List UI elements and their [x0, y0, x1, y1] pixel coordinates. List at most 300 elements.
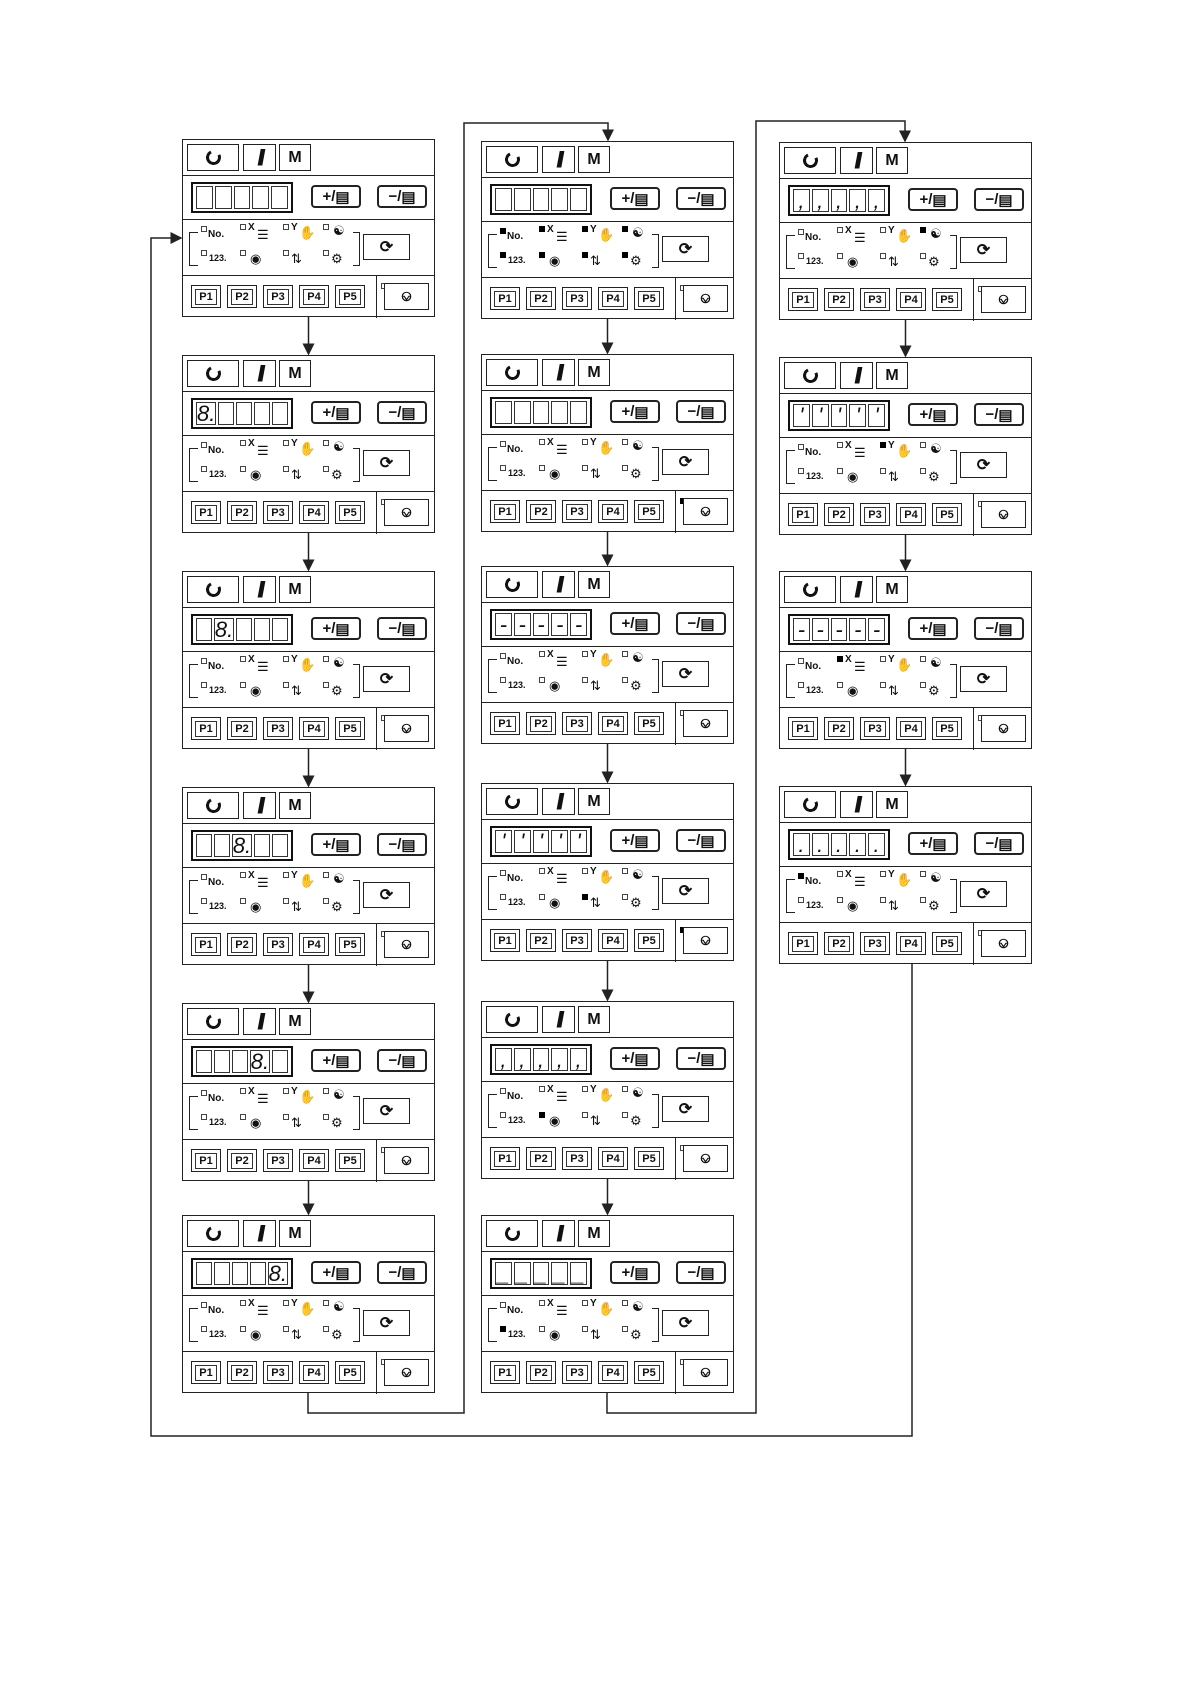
thread-lamp: [323, 656, 329, 662]
p2-button[interactable]: [526, 1147, 556, 1170]
p1-button[interactable]: [191, 285, 221, 308]
panel-top-row: [482, 1216, 733, 1252]
reset-button[interactable]: [187, 576, 239, 603]
display-digit: [533, 188, 550, 211]
p5-button[interactable]: [634, 929, 664, 952]
p2-button[interactable]: [526, 287, 556, 310]
y-label: Y: [888, 869, 895, 880]
mode-button[interactable]: [578, 146, 610, 173]
plus-button[interactable]: [311, 185, 361, 208]
panel-display-row: [482, 178, 733, 222]
p4-button[interactable]: [299, 1149, 329, 1172]
cycle-button[interactable]: [363, 234, 410, 260]
p3-button[interactable]: [263, 1149, 293, 1172]
clear-button[interactable]: [840, 362, 873, 389]
control-panel-p2: [182, 355, 435, 533]
no-label: No.: [507, 873, 524, 884]
double-slash-icon: //: [257, 360, 262, 386]
p3-button[interactable]: [263, 933, 293, 956]
presser-feed-button[interactable]: [384, 499, 429, 526]
bracket-left: [488, 1308, 497, 1342]
clear-button[interactable]: [243, 576, 276, 603]
p5-button[interactable]: [335, 1149, 365, 1172]
p5-button[interactable]: [634, 1147, 664, 1170]
presser-lamp: [323, 682, 329, 688]
minus-button[interactable]: [676, 1261, 726, 1284]
clear-button[interactable]: [840, 576, 873, 603]
feed-lamp: [582, 677, 588, 683]
reset-button[interactable]: [486, 359, 538, 386]
p1-button[interactable]: [788, 503, 818, 526]
p1-button[interactable]: [788, 288, 818, 311]
plus-button[interactable]: [610, 612, 660, 635]
mode-button[interactable]: [876, 576, 908, 603]
thread-lamp: [920, 227, 926, 233]
no-label: No.: [805, 447, 822, 458]
minus-button[interactable]: [974, 832, 1024, 855]
presser-feed-icon: ⎉: [699, 932, 712, 949]
reset-button[interactable]: [784, 576, 836, 603]
seven-segment-display: [191, 1046, 293, 1077]
pattern-divider: [973, 923, 974, 965]
seven-segment-display: [490, 1258, 592, 1289]
presser-feed-icon: ⎉: [400, 1152, 413, 1169]
p4-button[interactable]: [299, 501, 329, 524]
cycle-button[interactable]: [960, 237, 1007, 263]
mode-button[interactable]: [876, 362, 908, 389]
p3-button[interactable]: [562, 1147, 592, 1170]
y-label: Y: [590, 1084, 597, 1095]
stitch-count-label: 123.: [209, 685, 227, 695]
panel-pattern-row: [183, 492, 434, 534]
mode-button[interactable]: [578, 1220, 610, 1247]
presser-feed-button[interactable]: [981, 715, 1026, 742]
presser-feed-button[interactable]: [683, 927, 728, 954]
panel-param-row: [482, 1082, 733, 1138]
bracket-left: [488, 659, 497, 693]
p4-button[interactable]: [299, 285, 329, 308]
feed-lamp: [582, 465, 588, 471]
p2-button[interactable]: [824, 717, 854, 740]
bracket-right: [950, 450, 957, 484]
clear-button[interactable]: [542, 359, 575, 386]
plus-button[interactable]: [311, 401, 361, 424]
presser-feed-button[interactable]: [981, 930, 1026, 957]
p5-button[interactable]: [335, 933, 365, 956]
reset-button[interactable]: [486, 1220, 538, 1247]
p3-button[interactable]: [562, 287, 592, 310]
p-label: P1: [195, 505, 216, 521]
thread-lamp: [622, 1086, 628, 1092]
p5-button[interactable]: [335, 501, 365, 524]
no-lamp: [201, 1090, 207, 1096]
p4-button[interactable]: [598, 1361, 628, 1384]
clear-button[interactable]: [542, 1220, 575, 1247]
panel-pattern-row: [183, 1352, 434, 1394]
edit-icon: ▤: [335, 836, 350, 854]
p4-button[interactable]: [598, 500, 628, 523]
reset-button[interactable]: [486, 788, 538, 815]
cycle-button[interactable]: [662, 661, 709, 687]
p3-button[interactable]: [562, 929, 592, 952]
p5-button[interactable]: [932, 288, 962, 311]
presser-feed-button[interactable]: [683, 285, 728, 312]
minus-button[interactable]: [676, 400, 726, 423]
p3-button[interactable]: [860, 503, 890, 526]
control-panel-p6: [182, 1215, 435, 1393]
p2-button[interactable]: [526, 500, 556, 523]
p2-button[interactable]: [227, 1149, 257, 1172]
y-lamp: [880, 871, 886, 877]
control-panel-p9: [481, 566, 734, 744]
reset-button[interactable]: [486, 1006, 538, 1033]
p2-button[interactable]: [526, 929, 556, 952]
minus-button[interactable]: [676, 187, 726, 210]
pattern-divider: [675, 1138, 676, 1180]
presser-feed-button[interactable]: [384, 1147, 429, 1174]
seven-segment-display: [191, 830, 293, 861]
minus-label: −/: [388, 188, 402, 205]
no-lamp: [500, 1302, 506, 1308]
reset-button[interactable]: [187, 1008, 239, 1035]
mode-button[interactable]: [578, 571, 610, 598]
reset-button[interactable]: [784, 147, 836, 174]
p5-button[interactable]: [932, 717, 962, 740]
p5-button[interactable]: [335, 285, 365, 308]
mode-button[interactable]: [876, 791, 908, 818]
stitch-count-lamp: [201, 898, 207, 904]
p-label: P1: [792, 292, 813, 308]
panel-pattern-row: [482, 491, 733, 533]
p1-button[interactable]: [191, 717, 221, 740]
p2-button[interactable]: [227, 285, 257, 308]
stitch-count-lamp: [798, 468, 804, 474]
cycle-button[interactable]: [960, 881, 1007, 907]
mode-button[interactable]: [578, 359, 610, 386]
cycle-button[interactable]: [363, 666, 410, 692]
cycle-arrow-icon: ⟳: [678, 454, 693, 471]
seven-segment-display: [788, 400, 890, 431]
plus-button[interactable]: [908, 403, 958, 426]
cycle-button[interactable]: [662, 878, 709, 904]
mode-button[interactable]: [578, 1006, 610, 1033]
p1-button[interactable]: [490, 929, 520, 952]
clear-button[interactable]: [243, 792, 276, 819]
display-digit: ,: [514, 1048, 531, 1071]
p4-button[interactable]: [299, 1361, 329, 1384]
clear-button[interactable]: [542, 788, 575, 815]
cycle-button[interactable]: [363, 1310, 410, 1336]
presser-feed-button[interactable]: [981, 286, 1026, 313]
clear-button[interactable]: [243, 1008, 276, 1035]
p1-button[interactable]: [191, 501, 221, 524]
display-digit: [570, 188, 587, 211]
presser-feed-button[interactable]: [683, 498, 728, 525]
stitch-count-lamp: [201, 1326, 207, 1332]
display-digit: ': [551, 830, 568, 853]
reset-button[interactable]: [187, 1220, 239, 1247]
minus-button[interactable]: [377, 833, 427, 856]
p3-button[interactable]: [860, 288, 890, 311]
p3-button[interactable]: [263, 1361, 293, 1384]
minus-button[interactable]: [377, 1261, 427, 1284]
clear-button[interactable]: [840, 147, 873, 174]
p4-button[interactable]: [299, 933, 329, 956]
cycle-button[interactable]: [363, 882, 410, 908]
plus-label: +/: [621, 190, 635, 207]
reset-button[interactable]: [784, 791, 836, 818]
bobbin-icon: ◉: [250, 683, 262, 698]
reset-button[interactable]: [187, 144, 239, 171]
edit-icon: ▤: [700, 1050, 715, 1068]
p2-button[interactable]: [227, 501, 257, 524]
p-label: P3: [566, 504, 587, 520]
p2-button[interactable]: [526, 712, 556, 735]
double-slash-icon: //: [257, 144, 262, 170]
mode-button[interactable]: [279, 576, 311, 603]
cycle-button[interactable]: [363, 1098, 410, 1124]
p1-button[interactable]: [490, 287, 520, 310]
p5-button[interactable]: [335, 1361, 365, 1384]
bracket-right: [353, 232, 360, 266]
mode-button[interactable]: [279, 1008, 311, 1035]
plus-label: +/: [322, 620, 336, 637]
p1-button[interactable]: [191, 1361, 221, 1384]
minus-label: −/: [388, 1264, 402, 1281]
panel-top-row: [780, 358, 1031, 394]
mode-label: M: [587, 1224, 601, 1242]
edit-icon: ▤: [700, 832, 715, 850]
p-label: P2: [231, 937, 252, 953]
display-digit: ,: [570, 1048, 587, 1071]
edit-icon: ▤: [335, 404, 350, 422]
p2-button[interactable]: [227, 1361, 257, 1384]
p5-button[interactable]: [634, 712, 664, 735]
double-slash-icon: //: [556, 788, 561, 814]
display-digit: [551, 188, 568, 211]
p2-button[interactable]: [824, 503, 854, 526]
p3-button[interactable]: [263, 501, 293, 524]
presser-lamp: [622, 252, 628, 258]
plus-button[interactable]: [610, 187, 660, 210]
x-lamp: [837, 871, 843, 877]
no-label: No.: [805, 661, 822, 672]
p1-button[interactable]: [191, 933, 221, 956]
reset-button[interactable]: [187, 792, 239, 819]
bobbin-icon: ◉: [847, 469, 859, 484]
p5-button[interactable]: [634, 1361, 664, 1384]
minus-button[interactable]: [377, 185, 427, 208]
minus-button[interactable]: [377, 617, 427, 640]
p5-button[interactable]: [932, 503, 962, 526]
p5-button[interactable]: [634, 500, 664, 523]
p3-button[interactable]: [263, 717, 293, 740]
reset-button[interactable]: [784, 362, 836, 389]
mode-button[interactable]: [279, 144, 311, 171]
minus-button[interactable]: [974, 617, 1024, 640]
cycle-button[interactable]: [662, 449, 709, 475]
p5-button[interactable]: [634, 287, 664, 310]
clear-button[interactable]: [542, 146, 575, 173]
display-digit: -: [495, 613, 512, 636]
presser-feed-button[interactable]: [981, 501, 1026, 528]
minus-button[interactable]: [676, 829, 726, 852]
p3-button[interactable]: [562, 712, 592, 735]
plus-button[interactable]: [908, 617, 958, 640]
plus-button[interactable]: [610, 400, 660, 423]
reset-ring-icon: [502, 1010, 521, 1029]
p1-button[interactable]: [490, 500, 520, 523]
presser-icon: ☯: [632, 650, 644, 665]
p1-button[interactable]: [490, 712, 520, 735]
stitch-x-icon: ☰: [556, 229, 568, 244]
plus-button[interactable]: [610, 1261, 660, 1284]
presser-feed-button[interactable]: [683, 1145, 728, 1172]
reset-ring-icon: [502, 575, 521, 594]
panel-display-row: [183, 824, 434, 868]
p1-button[interactable]: [490, 1361, 520, 1384]
p4-button[interactable]: [598, 1147, 628, 1170]
p4-button[interactable]: [896, 932, 926, 955]
plus-button[interactable]: [311, 1261, 361, 1284]
p3-button[interactable]: [562, 1361, 592, 1384]
panel-param-row: [482, 222, 733, 278]
p4-button[interactable]: [299, 717, 329, 740]
plus-button[interactable]: [610, 829, 660, 852]
display-digit: [533, 401, 550, 424]
clear-button[interactable]: [243, 144, 276, 171]
minus-label: −/: [687, 1264, 701, 1281]
p5-button[interactable]: [335, 717, 365, 740]
p4-button[interactable]: [598, 929, 628, 952]
mode-button[interactable]: [279, 1220, 311, 1247]
p-label: P4: [303, 505, 324, 521]
minus-button[interactable]: [676, 612, 726, 635]
clear-button[interactable]: [840, 791, 873, 818]
bracket-left: [786, 879, 795, 913]
display-digit: -: [831, 618, 848, 641]
presser-feed-button[interactable]: [384, 1359, 429, 1386]
p3-button[interactable]: [860, 932, 890, 955]
cycle-button[interactable]: [662, 1096, 709, 1122]
p1-button[interactable]: [191, 1149, 221, 1172]
panel-param-row: [780, 438, 1031, 494]
clear-button[interactable]: [243, 360, 276, 387]
plus-button[interactable]: [311, 1049, 361, 1072]
p4-button[interactable]: [896, 717, 926, 740]
presser-feed-button[interactable]: [384, 283, 429, 310]
presser-lamp: [622, 1326, 628, 1332]
minus-button[interactable]: [974, 188, 1024, 211]
pattern-divider: [376, 492, 377, 534]
p4-button[interactable]: [598, 712, 628, 735]
double-slash-icon: //: [257, 1008, 262, 1034]
p2-button[interactable]: [526, 1361, 556, 1384]
presser-feed-button[interactable]: [384, 931, 429, 958]
presser-feed-button[interactable]: [384, 715, 429, 742]
bobbin-icon: ◉: [250, 467, 262, 482]
p-label: P5: [936, 507, 957, 523]
mode-button[interactable]: [279, 792, 311, 819]
bobbin-icon: ◉: [250, 1327, 262, 1342]
control-panel-p3: [182, 571, 435, 749]
p2-button[interactable]: [824, 932, 854, 955]
plus-label: +/: [322, 188, 336, 205]
p3-button[interactable]: [263, 285, 293, 308]
y-lamp: [582, 651, 588, 657]
cycle-button[interactable]: [960, 452, 1007, 478]
y-lamp: [283, 224, 289, 230]
reset-button[interactable]: [486, 571, 538, 598]
display-digit: [254, 618, 270, 641]
stitch-x-icon: ☰: [854, 445, 866, 460]
plus-button[interactable]: [610, 1047, 660, 1070]
reset-ring-icon: [502, 1224, 521, 1243]
mode-button[interactable]: [578, 788, 610, 815]
p-label: P3: [267, 289, 288, 305]
y-label: Y: [590, 649, 597, 660]
p1-button[interactable]: [788, 932, 818, 955]
cycle-button[interactable]: [960, 666, 1007, 692]
p-label: P2: [530, 504, 551, 520]
cycle-arrow-icon: ⟳: [976, 886, 991, 903]
thread-tension-icon: ✋: [598, 227, 615, 242]
reset-button[interactable]: [486, 146, 538, 173]
reset-button[interactable]: [187, 360, 239, 387]
plus-button[interactable]: [908, 832, 958, 855]
presser-feed-button[interactable]: [683, 710, 728, 737]
thread-tension-icon: ✋: [598, 869, 615, 884]
p4-button[interactable]: [598, 287, 628, 310]
plus-button[interactable]: [908, 188, 958, 211]
minus-button[interactable]: [377, 1049, 427, 1072]
clear-button[interactable]: [243, 1220, 276, 1247]
p3-button[interactable]: [860, 717, 890, 740]
p1-button[interactable]: [490, 1147, 520, 1170]
clear-button[interactable]: [542, 1006, 575, 1033]
plus-button[interactable]: [311, 833, 361, 856]
cycle-button[interactable]: [363, 450, 410, 476]
minus-button[interactable]: [377, 401, 427, 424]
presser-feed-button[interactable]: [683, 1359, 728, 1386]
p2-button[interactable]: [227, 933, 257, 956]
reset-ring-icon: [800, 580, 819, 599]
display-digit: -: [849, 618, 866, 641]
mode-button[interactable]: [876, 147, 908, 174]
stitch-x-icon: ☰: [257, 875, 269, 890]
p1-button[interactable]: [788, 717, 818, 740]
p2-button[interactable]: [824, 288, 854, 311]
panel-display-row: [183, 608, 434, 652]
p3-button[interactable]: [562, 500, 592, 523]
stitch-count-label: 123.: [508, 255, 526, 265]
p4-button[interactable]: [896, 288, 926, 311]
display-digit: [514, 401, 531, 424]
clear-button[interactable]: [542, 571, 575, 598]
presser-gear-icon: ⚙: [928, 898, 940, 913]
minus-button[interactable]: [676, 1047, 726, 1070]
p5-button[interactable]: [932, 932, 962, 955]
plus-button[interactable]: [311, 617, 361, 640]
display-digit: [218, 402, 234, 425]
cycle-button[interactable]: [662, 236, 709, 262]
p4-button[interactable]: [896, 503, 926, 526]
minus-button[interactable]: [974, 403, 1024, 426]
minus-label: −/: [687, 403, 701, 420]
mode-button[interactable]: [279, 360, 311, 387]
cycle-button[interactable]: [662, 1310, 709, 1336]
p2-button[interactable]: [227, 717, 257, 740]
